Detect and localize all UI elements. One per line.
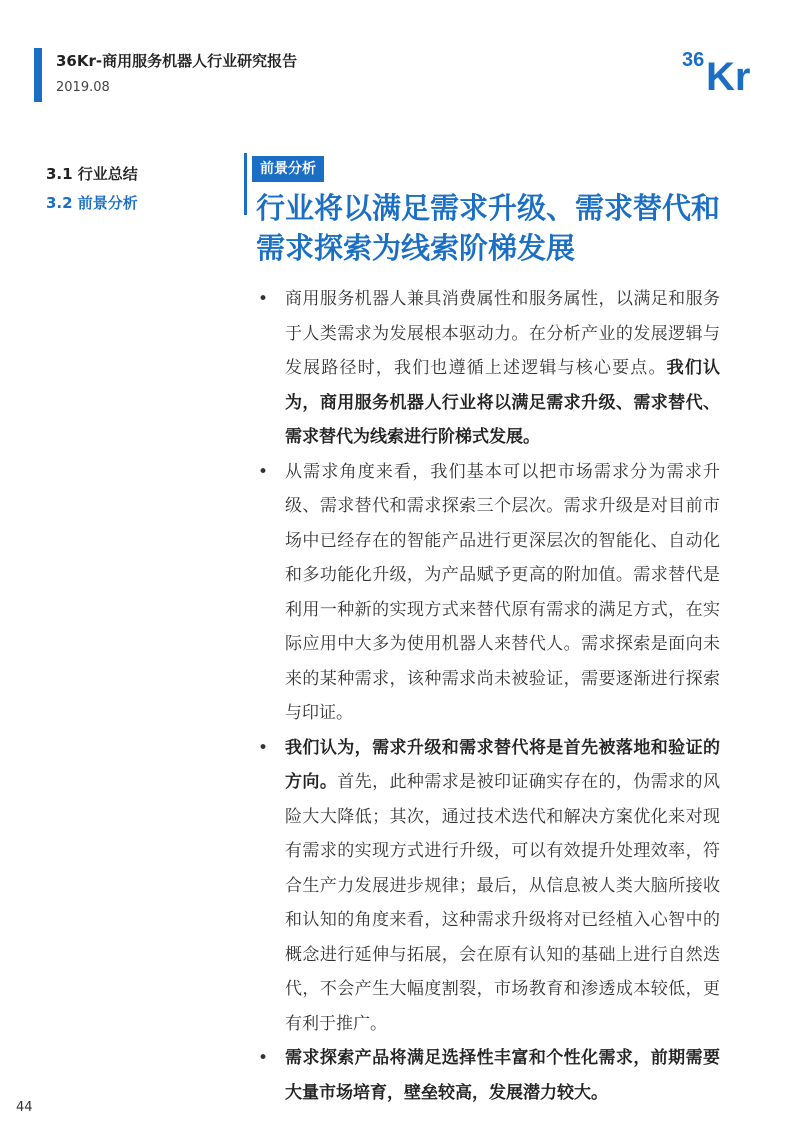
section-divider xyxy=(244,153,247,215)
bullet-list xyxy=(258,282,720,1110)
report-date: 2019.08 xyxy=(56,80,110,95)
nav-item-3-1[interactable]: 3.1 行业总结 xyxy=(46,165,138,183)
header-accent-bar xyxy=(34,48,42,102)
bullet-bold-text: 我们认为，需求升级和需求替代将是首先被落地和验证的方向。 xyxy=(285,737,720,792)
section-headline: 行业将以满足需求升级、需求替代和需求探索为线索阶梯发展 xyxy=(256,191,721,265)
bullet-dot-icon: • xyxy=(258,289,269,309)
logo-36-text: 36 xyxy=(682,49,705,71)
bullet-dot-icon: • xyxy=(258,461,269,482)
section-nav xyxy=(46,160,138,218)
bullet-text: 商用服务机器人兼具消费属性和服务属性，以满足和服务于人类需求为发展根本驱动力。在分析产业的发展逻辑与发展路径时，我们也遵循上述逻辑与核心要点。 xyxy=(285,289,720,378)
bullet-dot-icon: • xyxy=(258,1048,269,1068)
bullet-item xyxy=(258,282,720,455)
page-number: 44 xyxy=(16,1100,33,1115)
36kr-logo xyxy=(680,44,770,96)
bullet-bold-text: 我们认为，商用服务机器人行业将以满足需求升级、需求替代、需求替代为线索进行阶梯式发展。 xyxy=(285,358,721,447)
bullet-item xyxy=(258,731,720,1042)
bullet-item xyxy=(258,1041,720,1110)
logo-kr-text: Kr xyxy=(706,55,751,96)
section-tag: 前景分析 xyxy=(252,156,324,182)
bullet-text: 首先，此种需求是被印证确实存在的，伪需求的风险大大降低；其次，通过技术迭代和解决方案优化来对现有需求的实现方式进行升级，可以有效提升处理效率，符合生产力发展进步规律；最后，从信息被人类大脑所接收和认知的角度来看，这种需求升级将对已经植入心智中的概念进行延伸与拓展，会在原有认知的基础上进行自然迭代，不会产生大幅度割裂，市场教育和渗透成本较低，更有利于推广。 xyxy=(285,772,720,1034)
bullet-bold-text: 需求探索产品将满足选择性丰富和个性化需求，前期需要大量市场培育，壁垒较高，发展潜力较大。 xyxy=(285,1048,720,1103)
report-title: 36Kr-商用服务机器人行业研究报告 xyxy=(56,52,298,70)
bullet-text: 从需求角度来看，我们基本可以把市场需求分为需求升级、需求替代和需求探索三个层次。需求升级是对目前市场中已经存在的智能产品进行更深层次的智能化、自动化和多功能化升级，为产品赋予更高的附加值。需求替代是利用一种新的实现方式来替代原有需求的满足方式，在实际应用中大多为使用机器人来替代人。需求探索是面向未来的某种需求，该种需求尚未被验证，需要逐渐进行探索与印证。 xyxy=(285,461,720,723)
bullet-dot-icon: • xyxy=(258,737,269,758)
bullet-item xyxy=(258,455,720,731)
nav-item-3-2[interactable]: 3.2 前景分析 xyxy=(46,194,138,212)
